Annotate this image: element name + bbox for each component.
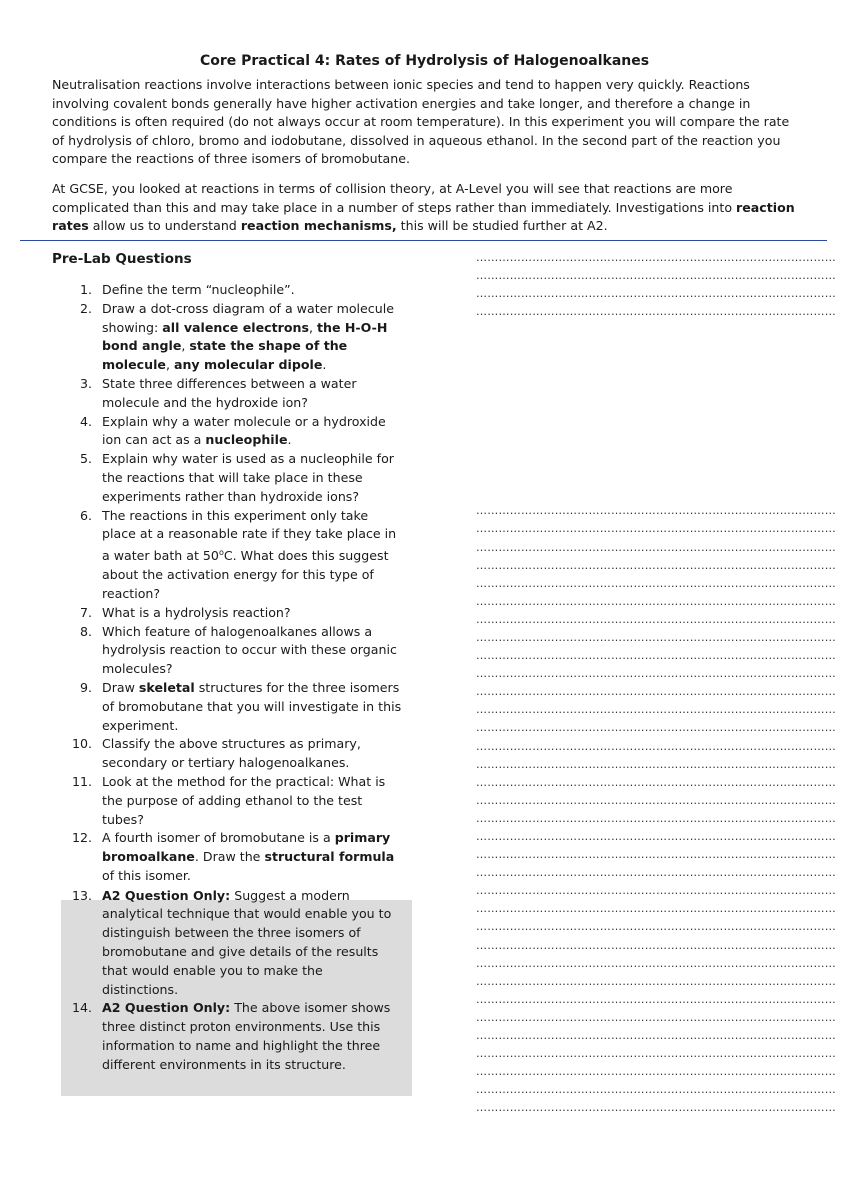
question-number: 6. [79, 507, 92, 523]
page-title: Core Practical 4: Rates of Hydrolysis of Halogenoalkanes [199, 53, 650, 69]
answer-line[interactable]: …………………………………………………………………………………… [476, 793, 836, 807]
answer-line[interactable]: …………………………………………………………………………………… [476, 956, 836, 970]
answer-line[interactable]: …………………………………………………………………………………… [476, 558, 836, 572]
answer-line[interactable]: …………………………………………………………………………………… [476, 540, 836, 554]
question-text: Draw a dot-cross diagram of a water molecule showing: [102, 300, 394, 335]
question-text: The above isomer shows three distinct proton environments. Use this information to name and highlight the three different environments in its structure. [102, 1000, 391, 1072]
question-emphasis: all valence electrons [162, 319, 309, 335]
section-heading: Pre-Lab Questions [52, 251, 192, 267]
question-item [62, 450, 402, 506]
answer-line[interactable]: …………………………………………………………………………………… [476, 757, 836, 771]
answer-line[interactable]: …………………………………………………………………………………… [476, 992, 836, 1006]
answer-line[interactable]: …………………………………………………………………………………… [476, 1010, 836, 1024]
answer-line[interactable]: …………………………………………………………………………………… [476, 522, 836, 536]
answer-line[interactable]: …………………………………………………………………………………… [476, 884, 836, 898]
degree-symbol: o [218, 548, 224, 558]
question-text: Which feature of halogenoalkanes allows a hydrolysis reaction to occur with these organic molecules? [102, 623, 397, 677]
answer-line[interactable]: …………………………………………………………………………………… [476, 739, 836, 753]
question-text: C. What does this suggest about the activation energy for this type of reaction? [102, 548, 389, 601]
answer-line[interactable]: …………………………………………………………………………………… [476, 612, 836, 626]
intro-text: At GCSE, you looked at reactions in terms of collision theory, at A-Level you will see that reactions are more complicated than this and may take place in a number of steps rather than immediately. Investigations into [52, 181, 733, 215]
question-number: 8. [79, 623, 92, 639]
answer-line[interactable]: …………………………………………………………………………………… [476, 775, 836, 789]
question-text: . [287, 432, 292, 448]
answer-line[interactable]: …………………………………………………………………………………… [476, 974, 836, 988]
question-text: of this isomer. [102, 867, 191, 883]
question-text: Look at the method for the practical: What is the purpose of adding ethanol to the test tubes? [102, 773, 386, 827]
question-number: 11. [71, 773, 92, 789]
question-item [62, 507, 402, 604]
question-item [62, 300, 402, 375]
answer-line[interactable]: …………………………………………………………………………………… [476, 721, 836, 735]
question-item [62, 679, 402, 735]
intro-paragraph-2 [52, 180, 802, 236]
answer-line[interactable]: …………………………………………………………………………………… [476, 811, 836, 825]
question-number: 5. [79, 451, 92, 467]
answer-line[interactable]: …………………………………………………………………………………… [476, 902, 836, 916]
question-number: 14. [71, 1000, 92, 1016]
answer-line[interactable]: …………………………………………………………………………………… [476, 938, 836, 952]
question-text: Explain why a water molecule or a hydroxide ion can act as a [102, 413, 386, 448]
question-emphasis: skeletal [138, 679, 195, 695]
question-list [62, 281, 402, 1075]
question-item [62, 604, 402, 623]
question-text: . [322, 357, 327, 373]
answer-line[interactable]: …………………………………………………………………………………… [476, 287, 836, 301]
answer-line[interactable]: …………………………………………………………………………………… [476, 594, 836, 608]
answer-line[interactable]: …………………………………………………………………………………… [476, 685, 836, 699]
question-number: 4. [79, 413, 92, 429]
answer-line[interactable]: …………………………………………………………………………………… [476, 1029, 836, 1043]
question-item [62, 999, 402, 1074]
question-item [62, 413, 402, 451]
question-item [62, 623, 402, 679]
answer-line[interactable]: …………………………………………………………………………………… [476, 920, 836, 934]
answer-line[interactable]: …………………………………………………………………………………… [476, 305, 836, 319]
intro-emphasis: reaction mechanisms, [240, 218, 397, 234]
question-text: Classify the above structures as primary, secondary or tertiary halogenoalkanes. [102, 736, 361, 771]
question-text: Suggest a modern analytical technique that would enable you to distinguish between the three isomers of bromobutane and give details of the results that would enable you to make the distinctions. [102, 887, 392, 997]
question-number: 3. [79, 375, 92, 391]
question-text: What is a hydrolysis reaction? [102, 604, 291, 620]
question-text: State three differences between a water molecule and the hydroxide ion? [102, 375, 357, 410]
question-emphasis: structural formula [264, 849, 395, 865]
question-text: Draw [102, 679, 135, 695]
section-divider [20, 240, 827, 241]
question-number: 9. [79, 679, 92, 695]
question-number: 13. [71, 887, 92, 903]
question-number: 10. [71, 736, 92, 752]
question-text: structures for the three isomers of bromobutane that you will investigate in this experiment. [102, 679, 402, 733]
question-text: . Draw the [194, 849, 261, 865]
question-text: The reactions in this experiment only take place at a reasonable rate if they take place in a water bath at 50 [102, 507, 397, 564]
question-number: 1. [79, 282, 92, 297]
question-emphasis: primary bromoalkane [102, 830, 391, 865]
question-item [62, 887, 402, 1000]
intro-paragraph-1: Neutralisation reactions involve interactions between ionic species and tend to happen very quickly. Reactions involving covalent bonds generally have higher activation energies and take longer, and therefore a change in conditions is often required (do not always occur at room temperature). In this experiment you will compare the rate of hydrolysis of chloro, bromo and iodobutane, dissolved in aqueous ethanol. In the second part of the reaction you compare the reactions of three isomers of bromobutane. [52, 77, 790, 167]
answer-lines [476, 249, 836, 1118]
answer-line[interactable]: …………………………………………………………………………………… [476, 649, 836, 663]
question-number: 12. [71, 830, 92, 846]
question-item [62, 773, 402, 829]
intro-emphasis: reaction rates [52, 199, 795, 234]
answer-line[interactable]: …………………………………………………………………………………… [476, 703, 836, 717]
answer-line[interactable]: …………………………………………………………………………………… [476, 576, 836, 590]
answer-line[interactable]: …………………………………………………………………………………… [476, 1047, 836, 1061]
answer-line[interactable]: …………………………………………………………………………………… [476, 1101, 836, 1115]
answer-line[interactable]: …………………………………………………………………………………… [476, 848, 836, 862]
question-text: Explain why water is used as a nucleophile for the reactions that will take place in these experiments rather than hydroxide ions? [102, 451, 394, 504]
question-text: , [308, 319, 313, 335]
question-item [62, 375, 402, 413]
a2-label: A2 Question Only: [102, 1000, 231, 1016]
question-item [62, 829, 402, 885]
question-emphasis: any molecular dipole [173, 357, 323, 373]
a2-label: A2 Question Only: [102, 887, 231, 903]
answer-line[interactable]: …………………………………………………………………………………… [476, 630, 836, 644]
question-emphasis: the H-O-H bond angle [102, 319, 388, 354]
question-text: Define the term “nucleophile”. [102, 282, 295, 297]
question-text: A fourth isomer of bromobutane is a [102, 830, 331, 846]
question-item [62, 735, 402, 773]
answer-line[interactable]: …………………………………………………………………………………… [476, 1065, 836, 1079]
question-number: 2. [79, 300, 92, 316]
intro-text: allow us to understand [92, 218, 237, 234]
answer-line[interactable]: …………………………………………………………………………………… [476, 667, 836, 681]
answer-line[interactable]: …………………………………………………………………………………… [476, 866, 836, 880]
question-text: , [165, 357, 170, 373]
question-text: , [181, 338, 186, 354]
question-number: 7. [79, 604, 92, 620]
answer-line[interactable]: …………………………………………………………………………………… [476, 269, 836, 283]
question-item [62, 281, 402, 300]
answer-line[interactable]: …………………………………………………………………………………… [476, 504, 836, 518]
question-emphasis: nucleophile [205, 432, 288, 448]
answer-line[interactable]: …………………………………………………………………………………… [476, 1083, 836, 1097]
answer-line[interactable]: …………………………………………………………………………………… [476, 830, 836, 843]
answer-line[interactable]: …………………………………………………………………………………… [476, 251, 836, 264]
question-emphasis: state the shape of the molecule [102, 338, 348, 373]
intro-text: this will be studied further at A2. [400, 218, 608, 234]
